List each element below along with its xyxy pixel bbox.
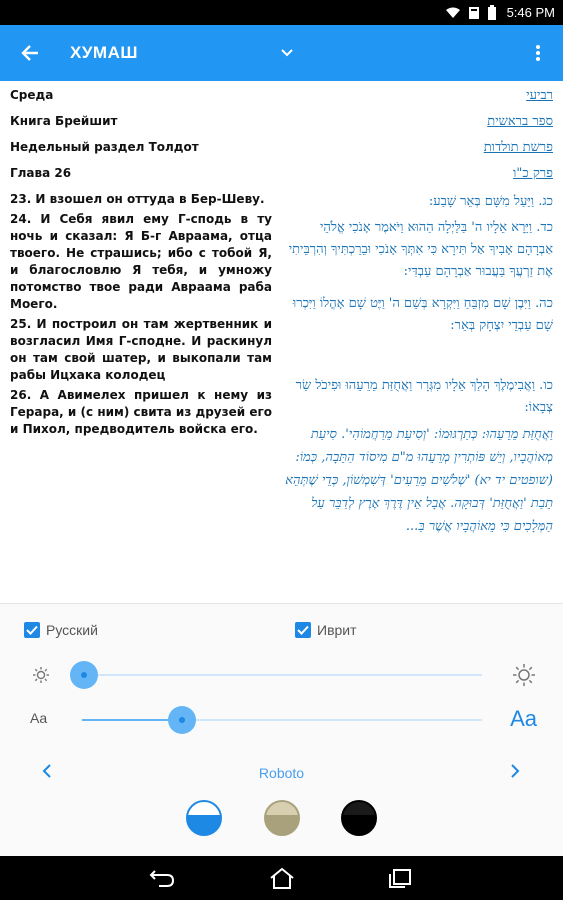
reading-content[interactable] xyxy=(0,81,563,603)
parsha-link[interactable]: פרשת תולדות xyxy=(483,140,553,155)
font-name: Roboto xyxy=(258,765,305,781)
brightness-high-icon xyxy=(511,662,537,692)
page-title: ХУМАШ xyxy=(70,43,138,62)
book-link[interactable]: ספר בראשית xyxy=(487,114,553,129)
system-nav-bar xyxy=(0,856,563,900)
brightness-low-icon xyxy=(30,664,52,690)
chapter-label: Глава 26 xyxy=(10,166,72,180)
slider-thumb[interactable] xyxy=(70,661,98,689)
checkbox-checked-icon xyxy=(295,622,311,638)
chapter-link[interactable]: פרק כ"ו xyxy=(513,166,553,181)
verse-ru: 24. И Себя явил ему Г-сподь в ту ночь и сказал: Я Б-г Авраама, отца твоего. Не страшись; ибо с тобой Я, и благословлю Я тебя, и умножу потомство твое ради Авраама раба Моего. xyxy=(10,212,272,311)
font-size-small-label: Aa xyxy=(30,710,48,726)
reader-settings-panel xyxy=(0,603,563,856)
book-label: Книга Брейшит xyxy=(10,114,118,128)
hebrew-toggle[interactable] xyxy=(295,622,357,638)
slider-thumb[interactable] xyxy=(168,706,196,734)
checkbox-checked-icon xyxy=(24,622,40,638)
nav-recents-icon xyxy=(388,868,412,888)
nav-home-button[interactable] xyxy=(267,866,297,890)
aliyah-link[interactable]: רביעי xyxy=(526,88,553,103)
chevron-right-icon xyxy=(510,764,520,778)
wifi-icon xyxy=(445,7,461,19)
font-next-button[interactable] xyxy=(510,762,520,783)
theme-white[interactable] xyxy=(186,800,222,836)
verse-he: כה. וַיִּבֶן שָׁם מִזְבֵּחַ וַיִּקְרָא בְּשֵׁם ה' וַיֶּט שָׁם אָהֳלוֹ וַיִּכְרוּ שָׁם עַבְדֵי יִצְחָק בְּאֵר: xyxy=(292,296,553,333)
status-bar xyxy=(0,0,563,25)
overflow-menu-button[interactable] xyxy=(513,25,563,81)
arrow-back-icon xyxy=(21,44,39,62)
hebrew-toggle-label: Иврит xyxy=(317,622,357,638)
verse-he: כד. וַיֵּרָא אֵלָיו ה' בַּלַּיְלָה הַהוּא וַיֹּאמֶר אָנֹכִי אֱלֹהֵי אַבְרָהָם אָבִיךָ אַל תִּירָא כִּי אִתְּךָ אָנֹכִי וּבֵרַכְתִּיךָ וְהִרְבֵּיתִי אֶת זַרְעֲךָ בַּעֲבוּר אַבְרָהָם עַבְדִּי: xyxy=(288,220,553,279)
theme-picker xyxy=(0,800,563,840)
font-size-large-label: Aa xyxy=(510,706,537,731)
chevron-left-icon xyxy=(42,764,52,778)
theme-dark[interactable] xyxy=(341,800,377,836)
nav-home-icon xyxy=(269,867,295,889)
russian-toggle[interactable] xyxy=(24,622,98,638)
notification-icon xyxy=(467,6,481,20)
theme-sepia[interactable] xyxy=(264,800,300,836)
verse-he: כג. וַיַּעַל מִשָּׁם בְּאֵר שָׁבַע: xyxy=(428,194,553,209)
font-size-slider[interactable] xyxy=(0,702,563,738)
book-selector[interactable] xyxy=(60,25,513,81)
nav-recents-button[interactable] xyxy=(385,866,415,890)
verse-he: כו. וַאֲבִימֶלֶךְ הָלַךְ אֵלָיו מִגְּרָר וַאֲחֻזַּת מֵרֵעֵהוּ וּפִיכֹל שַׂר צְבָאוֹ: xyxy=(295,378,553,415)
app-bar xyxy=(0,25,563,81)
battery-icon xyxy=(487,5,497,20)
brightness-slider[interactable] xyxy=(0,657,563,693)
clock: 5:46 PM xyxy=(506,5,555,20)
verse-ru: 25. И построил он там жертвенник и возгласил Имя Г-сподне. И раскинул он там свой шатер, и выкопали там рабы Ицхака колодец xyxy=(10,317,272,382)
parsha-label: Недельный раздел Толдот xyxy=(10,140,199,154)
back-button[interactable] xyxy=(0,25,60,81)
russian-column xyxy=(10,87,272,441)
verse-ru: 23. И взошел он оттуда в Бер-Шеву. xyxy=(10,192,265,206)
font-prev-button[interactable] xyxy=(42,762,52,783)
verse-ru: 26. А Авимелех пришел к нему из Герара, и (с ним) свита из друзей его и Пихол, предводитель войска его. xyxy=(10,388,272,436)
chevron-down-icon xyxy=(275,41,299,65)
slider-track xyxy=(82,674,482,676)
font-selector xyxy=(0,762,563,786)
day-label: Среда xyxy=(10,88,54,102)
nav-back-button[interactable] xyxy=(147,866,177,890)
russian-toggle-label: Русский xyxy=(46,622,98,638)
more-vert-icon xyxy=(536,45,540,61)
hebrew-column xyxy=(283,87,553,538)
nav-back-icon xyxy=(149,868,175,888)
slider-fill xyxy=(82,719,182,721)
rashi-commentary: וַאֲחֻזַּת מֵרֵעֵהוּ: כְּתַרְגּוּמוֹ: 'וְסִיעַת מֵרַחֲמוֹהִי'. סִיעַת מְאוֹהֲבָיו, וְיֵשׁ פּוֹתְרִין מְרֵעֵהוּ מ"ם מִיסוֹד הַתֵּבָה, כְּמוֹ: (שופטים יד יא) 'שְׁלֹשִׁים מֵרֵעִים' דְּשִׁמְשׁוֹן, כְּדֵי שֶׁתְּהֵא תֵבַת 'וַאֲחֻזַּת' דְּבוּקָה. אֲבָל אֵין דֶּרֶךְ אֶרֶץ לְדַבֵּר עַל הַמְּלָכִים כִּי מֵאוֹהֲבָיו אֲשֶׁר בַּ... xyxy=(285,427,553,534)
